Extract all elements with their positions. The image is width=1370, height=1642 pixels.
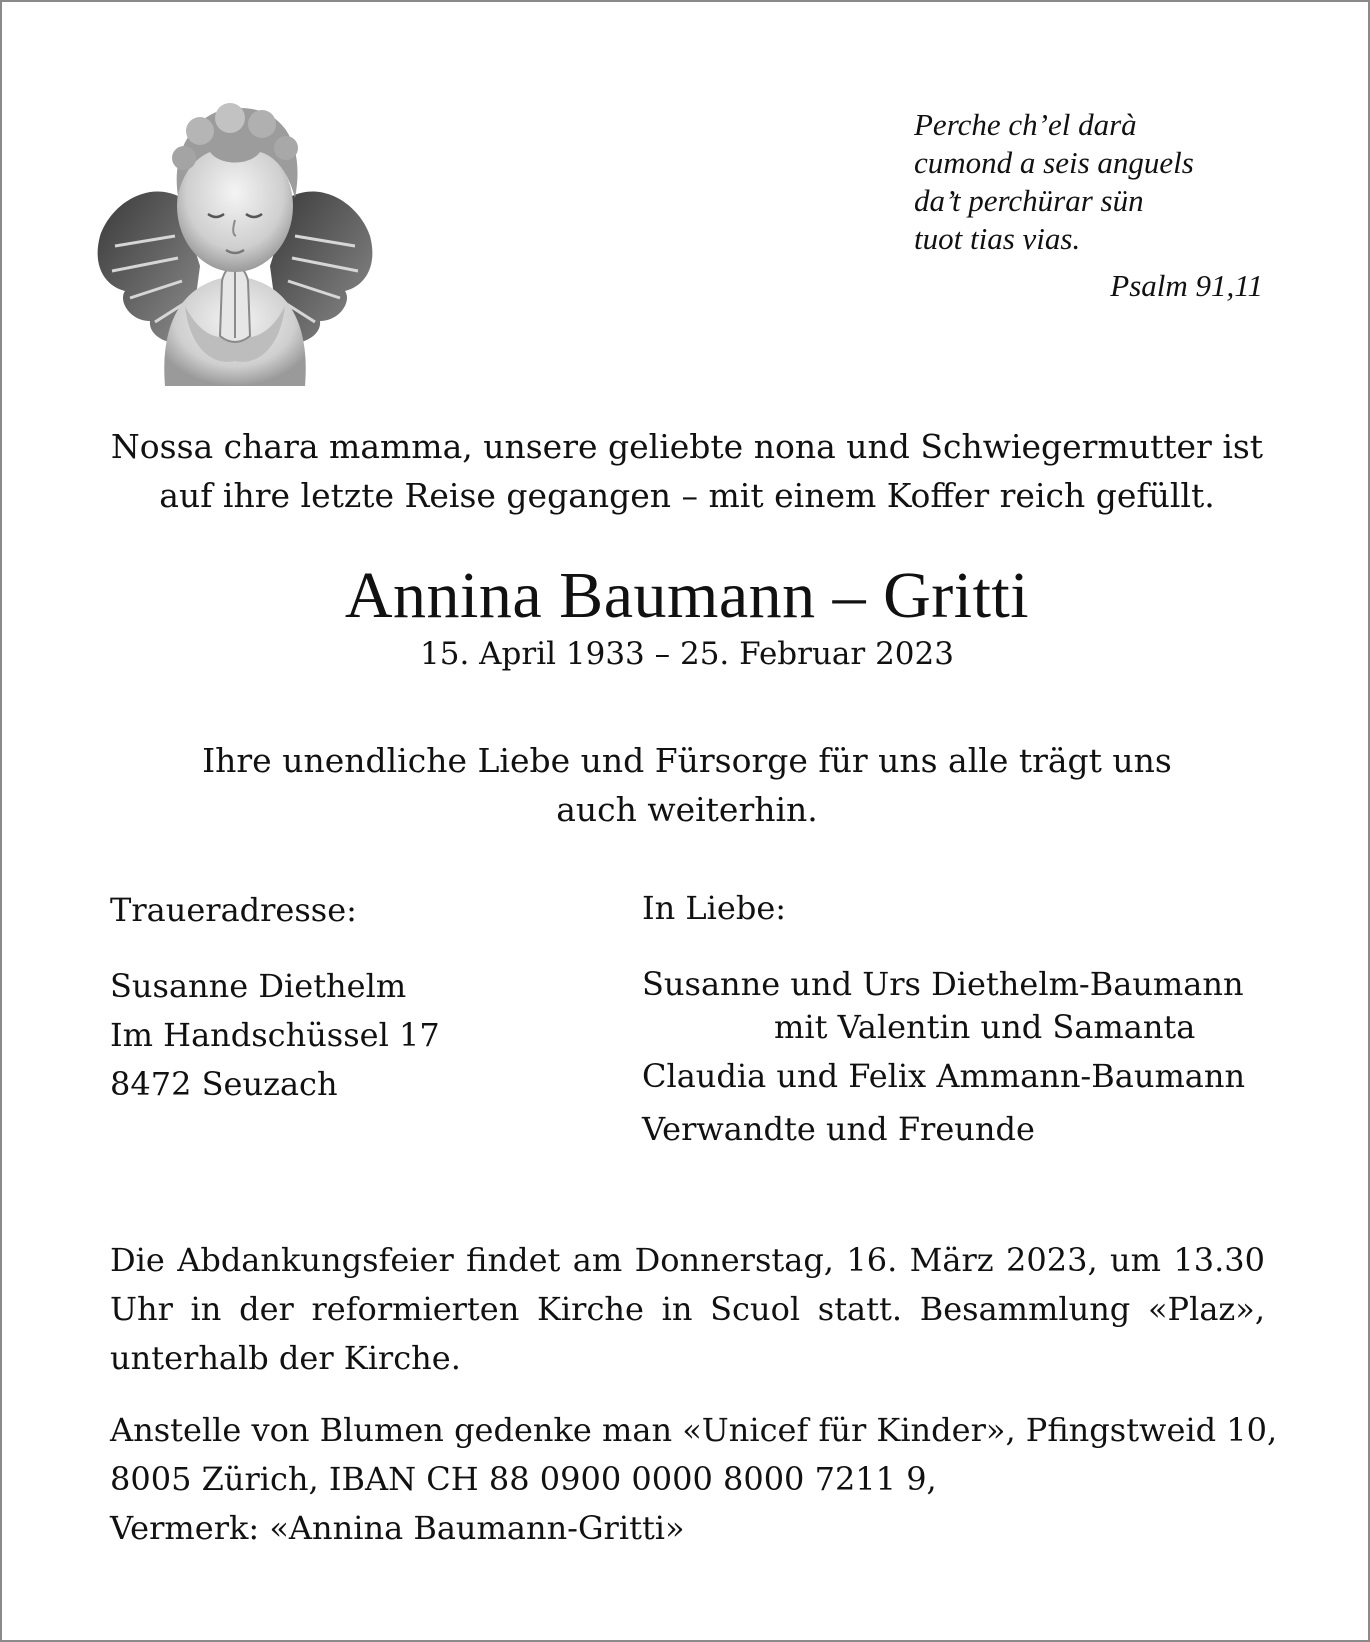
tribute-text [2,736,1370,834]
intro-line: auf ihre letzte Reise gegangen – mit einem Koffer reich gefüllt. [159,476,1215,515]
ceremony-info: Die Abdankungsfeier findet am Donnerstag, 16. März 2023, um 13.30 Uhr in der reformierten Kirche in Scuol statt. Besammlung «Plaz», unterhalb der Kirche. [110,1241,1265,1377]
mourner-line: Claudia und Felix Ammann-Baumann [642,1057,1246,1095]
address-line: Susanne Diethelm [110,967,407,1005]
address-line: Im Handschüssel 17 [110,1016,440,1054]
quote-line: cumond a seis anguels [914,145,1194,180]
deceased-name: Annina Baumann – Gritti [344,559,1030,632]
psalm-reference: Psalm 91,11 [1110,268,1263,303]
donation-line: 8005 Zürich, IBAN CH 88 0900 0000 8000 7211 9, [110,1460,937,1498]
intro-line: Nossa chara mamma, unsere geliebte nona und Schwiegermutter ist [110,427,1264,466]
mourner-line: mit Valentin und Samanta [774,1008,1196,1046]
address-line: 8472 Seuzach [110,1065,338,1103]
mourner-line: Verwandte und Freunde [642,1110,1035,1148]
donation-info [110,1406,1278,1553]
tribute-line: auch weiterhin. [556,790,818,829]
family-block [642,958,1245,1156]
quote-line: da’t perchürar sün [914,183,1144,218]
quote-line: tuot tias vias. [914,221,1081,256]
mourning-address-label: Traueradresse: [110,891,357,929]
mourner-line: Susanne und Urs Diethelm-Baumann [642,965,1244,1003]
donation-line: Vermerk: «Annina Baumann-Gritti» [110,1509,685,1547]
quote-line: Perche ch’el darà [914,107,1137,142]
in-love-label: In Liebe: [642,889,787,927]
intro-text [2,422,1370,520]
psalm-quote [914,106,1194,258]
life-dates: 15. April 1933 – 25. Februar 2023 [420,636,954,672]
praying-angel-icon [90,86,380,386]
mourning-address [110,890,440,1109]
address-block [110,962,440,1109]
tribute-line: Ihre unendliche Liebe und Fürsorge für uns alle trägt uns [202,741,1172,780]
donation-line: Anstelle von Blumen gedenke man «Unicef für Kinder», Pfingstweid 10, [110,1411,1278,1449]
mourners-list [642,888,1245,1156]
